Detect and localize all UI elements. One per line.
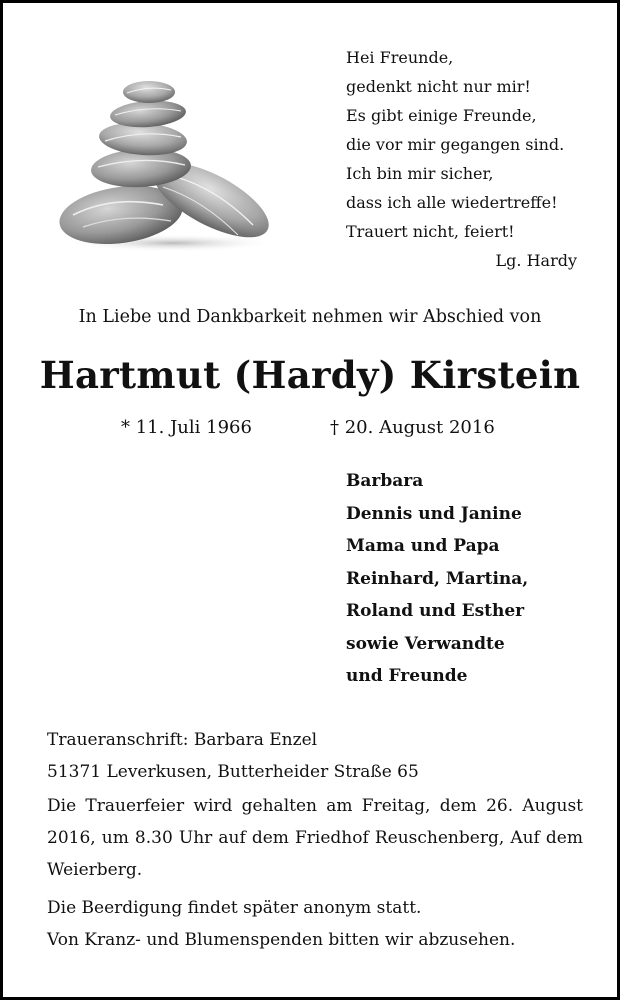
mourner: Dennis und Janine — [346, 503, 522, 524]
stacked-stones-image — [53, 75, 283, 255]
mourner: und Freunde — [346, 666, 468, 686]
poem-signature: Lg. Hardy — [495, 251, 577, 270]
poem-line: Hei Freunde, — [346, 48, 454, 67]
flowers-note: Von Kranz- und Blumenspenden bitten wir abzusehen. — [47, 930, 516, 950]
farewell-intro: In Liebe und Dankbarkeit nehmen wir Abschied von — [78, 307, 542, 327]
ceremony-details: Die Trauerfeier wird gehalten am Freitag, dem 26. August 2016, um 8.30 Uhr auf dem Friedhof Reuschenberg, Auf dem Weierberg. — [47, 796, 583, 880]
poem — [346, 43, 591, 275]
funeral-info — [47, 724, 583, 956]
poem-line: dass ich alle wiedertreffe! — [346, 193, 558, 212]
mourner: Roland und Esther — [346, 601, 525, 621]
poem-line: Ich bin mir sicher, — [346, 164, 494, 183]
mourner: Mama und Papa — [346, 536, 500, 556]
birth-date: * 11. Juli 1966 — [121, 417, 252, 438]
poem-line: Trauert nicht, feiert! — [346, 222, 515, 241]
deceased-name: Hartmut (Hardy) Kirstein — [39, 353, 581, 397]
mourning-address-city: 51371 Leverkusen, Butterheider Straße 65 — [47, 762, 419, 782]
mourners-list — [346, 465, 528, 693]
mourner: sowie Verwandte — [346, 633, 505, 654]
mourner: Reinhard, Martina, — [346, 568, 529, 589]
poem-line: gedenkt nicht nur mir! — [346, 77, 531, 96]
poem-line: die vor mir gegangen sind. — [346, 135, 565, 154]
poem-line: Es gibt einige Freunde, — [346, 106, 537, 125]
mourner: Barbara — [346, 471, 424, 491]
mourning-address: Traueranschrift: Barbara Enzel — [47, 730, 318, 750]
death-date: † 20. August 2016 — [330, 417, 495, 438]
burial-note: Die Beerdigung findet später anonym statt. — [47, 898, 422, 918]
